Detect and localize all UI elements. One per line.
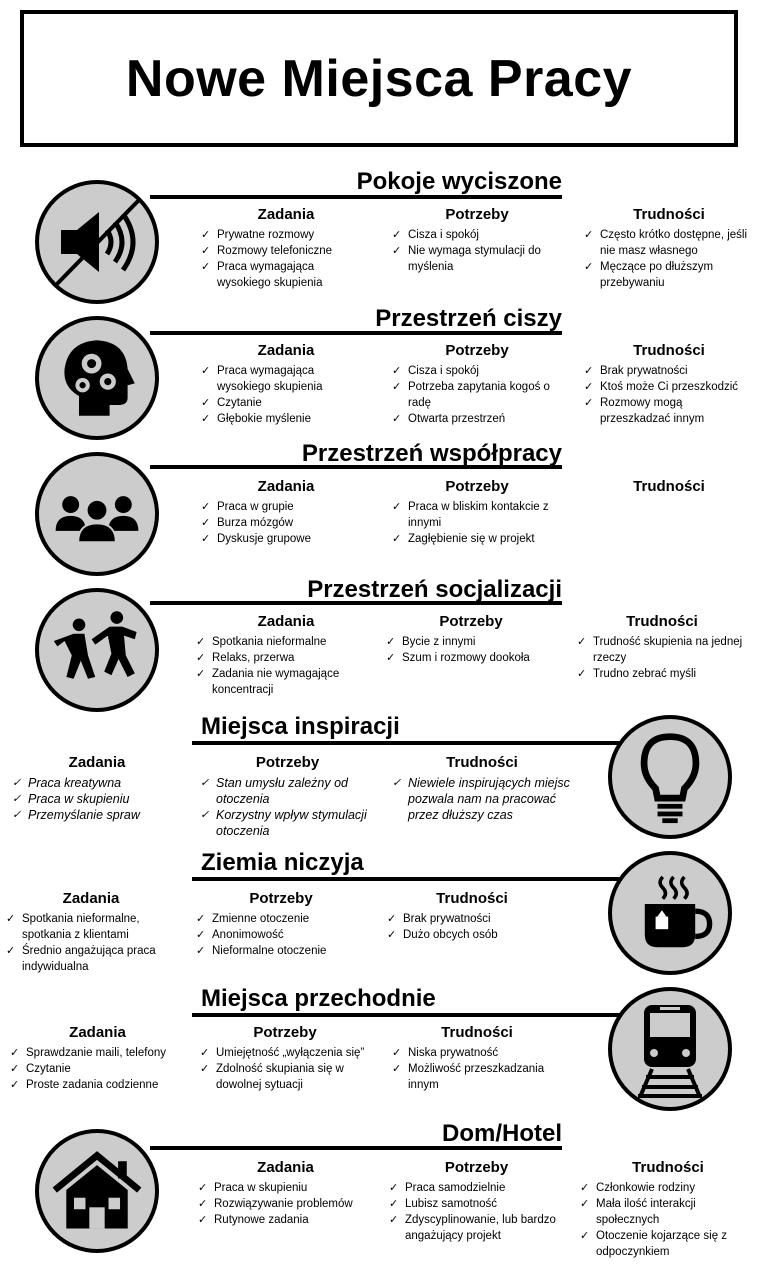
list-item: ✓ Lubisz samotność <box>389 1196 564 1212</box>
list-item: ✓ Praca w skupieniu <box>198 1180 373 1196</box>
section-icon-circle <box>35 316 159 440</box>
trudnosci-column <box>392 754 572 823</box>
zadania-column <box>196 613 376 698</box>
list-item: ✓ Trudność skupienia na jednej rzeczy <box>577 634 747 666</box>
list-item: ✓ Zdyscyplinowanie, lub bardzo angażujący projekt <box>389 1212 564 1244</box>
list-item: ✓ Mała ilość interakcji społecznych <box>580 1196 756 1228</box>
zadania-column <box>6 890 176 975</box>
list-item: ✓ Bycie z innymi <box>386 634 556 650</box>
trudnosci-heading: Trudności <box>633 206 705 223</box>
title-box <box>20 10 738 147</box>
list-item: ✓ Rozwiązywanie problemów <box>198 1196 373 1212</box>
section-title: Pokoje wyciszone <box>356 168 562 195</box>
list-item: ✓ Otoczenie kojarzące się z odpoczynkiem <box>580 1228 756 1260</box>
potrzeby-column <box>200 1024 370 1093</box>
list-item: ✓ Czytanie <box>201 395 371 411</box>
zadania-heading: Zadania <box>257 342 315 359</box>
trudnosci-heading: Trudności <box>633 342 705 359</box>
section-icon-circle <box>35 452 159 576</box>
list-item: ✓ Ktoś może Ci przeszkodzić <box>584 379 754 395</box>
potrzeby-column <box>386 613 556 666</box>
zadania-column <box>201 206 371 291</box>
list-item: ✓ Szum i rozmowy dookoła <box>386 650 556 666</box>
trudnosci-column <box>387 890 557 943</box>
zadania-column <box>10 1024 185 1093</box>
list-item: ✓ Spotkania nieformalne, spotkania z klientami <box>6 911 176 943</box>
section-rule <box>192 741 622 745</box>
potrzeby-column <box>389 1159 564 1244</box>
section-icon-circle <box>608 851 732 975</box>
trudnosci-heading: Trudności <box>446 754 518 771</box>
list-item: ✓ Praca w skupieniu <box>12 791 182 807</box>
potrzeby-column <box>200 754 375 839</box>
section-icon-circle <box>608 987 732 1111</box>
trudnosci-heading: Trudności <box>632 1159 704 1176</box>
page-title: Nowe Miejsca Pracy <box>125 49 633 108</box>
list-item: ✓ Zmienne otoczenie <box>196 911 366 927</box>
trudnosci-heading: Trudności <box>626 613 698 630</box>
section-rule <box>192 1013 622 1017</box>
section-icon-circle <box>35 1129 159 1253</box>
section-icon-circle <box>608 715 732 839</box>
potrzeby-column <box>392 478 562 547</box>
potrzeby-column <box>392 206 562 275</box>
zadania-column <box>12 754 182 823</box>
list-item: ✓ Przemyślanie spraw <box>12 807 182 823</box>
list-item: ✓ Cisza i spokój <box>392 227 562 243</box>
potrzeby-column <box>196 890 366 959</box>
zadania-heading: Zadania <box>257 206 315 223</box>
trudnosci-column <box>580 1159 756 1260</box>
potrzeby-heading: Potrzeby <box>445 206 509 223</box>
section-title: Przestrzeń ciszy <box>375 305 562 332</box>
list-item: ✓ Czytanie <box>10 1061 185 1077</box>
potrzeby-heading: Potrzeby <box>249 890 313 907</box>
list-item: ✓ Niska prywatność <box>392 1045 562 1061</box>
trudnosci-column <box>584 342 754 427</box>
trudnosci-column <box>392 1024 562 1093</box>
list-item: ✓ Rozmowy mogą przeszkadzać innym <box>584 395 754 427</box>
list-item: ✓ Spotkania nieformalne <box>196 634 376 650</box>
potrzeby-heading: Potrzeby <box>445 342 509 359</box>
list-item: ✓ Otwarta przestrzeń <box>392 411 562 427</box>
list-item: ✓ Umiejętność „wyłączenia się” <box>200 1045 370 1061</box>
zadania-heading: Zadania <box>62 890 120 907</box>
list-item: ✓ Burza mózgów <box>201 515 371 531</box>
list-item: ✓ Relaks, przerwa <box>196 650 376 666</box>
potrzeby-heading: Potrzeby <box>253 1024 317 1041</box>
list-item: ✓ Rutynowe zadania <box>198 1212 373 1228</box>
zadania-heading: Zadania <box>257 613 315 630</box>
list-item: ✓ Cisza i spokój <box>392 363 562 379</box>
list-item: ✓ Praca wymagająca wysokiego skupienia <box>201 259 371 291</box>
trudnosci-heading: Trudności <box>441 1024 513 1041</box>
trudnosci-column <box>577 613 747 682</box>
group-of-people-icon <box>50 474 144 554</box>
zadania-column <box>201 478 371 547</box>
trudnosci-heading: Trudności <box>633 478 705 495</box>
list-item: ✓ Brak prywatności <box>387 911 557 927</box>
zadania-heading: Zadania <box>68 754 126 771</box>
section-rule <box>192 877 622 881</box>
hot-cup-icon <box>625 868 715 958</box>
list-item: ✓ Często krótko dostępne, jeśli nie masz własnego <box>584 227 754 259</box>
potrzeby-heading: Potrzeby <box>445 478 509 495</box>
list-item: ✓ Anonimowość <box>196 927 366 943</box>
trudnosci-column <box>584 478 754 499</box>
list-item: ✓ Dyskusje grupowe <box>201 531 371 547</box>
zadania-heading: Zadania <box>257 1159 314 1176</box>
dancing-people-icon <box>50 605 144 695</box>
section-title: Dom/Hotel <box>442 1120 562 1147</box>
list-item: ✓ Potrzeba zapytania kogoś o radę <box>392 379 562 411</box>
light-bulb-icon <box>635 729 705 825</box>
section-icon-circle <box>35 588 159 712</box>
list-item: ✓ Stan umysłu zależny od otoczenia <box>200 775 375 807</box>
zadania-column <box>201 342 371 427</box>
list-item: ✓ Rozmowy telefoniczne <box>201 243 371 259</box>
list-item: ✓ Prywatne rozmowy <box>201 227 371 243</box>
section-icon-circle <box>35 180 159 304</box>
list-item: ✓ Członkowie rodziny <box>580 1180 756 1196</box>
list-item: ✓ Praca w grupie <box>201 499 371 515</box>
list-item: ✓ Praca kreatywna <box>12 775 182 791</box>
trudnosci-column <box>584 206 754 291</box>
list-item: ✓ Brak prywatności <box>584 363 754 379</box>
list-item: ✓ Nie wymaga stymulacji do myślenia <box>392 243 562 275</box>
list-item: ✓ Trudno zebrać myśli <box>577 666 747 682</box>
list-item: ✓ Nieformalne otoczenie <box>196 943 366 959</box>
section-title: Ziemia niczyja <box>201 849 364 876</box>
list-item: ✓ Sprawdzanie maili, telefony <box>10 1045 185 1061</box>
list-item: ✓ Męczące po dłuższym przebywaniu <box>584 259 754 291</box>
section-title: Miejsca inspiracji <box>201 713 400 740</box>
zadania-heading: Zadania <box>69 1024 126 1041</box>
train-icon <box>630 999 710 1099</box>
zadania-heading: Zadania <box>257 478 315 495</box>
list-item: ✓ Praca wymagająca wysokiego skupienia <box>201 363 371 395</box>
list-item: ✓ Dużo obcych osób <box>387 927 557 943</box>
trudnosci-heading: Trudności <box>436 890 508 907</box>
head-gears-icon <box>52 333 142 423</box>
section-title: Przestrzeń współpracy <box>301 440 562 467</box>
potrzeby-heading: Potrzeby <box>255 754 320 771</box>
muted-speaker-icon <box>47 192 147 292</box>
list-item: ✓ Możliwość przeszkadzania innym <box>392 1061 562 1093</box>
list-item: ✓ Proste zadania codzienne <box>10 1077 185 1093</box>
list-item: ✓ Głębokie myślenie <box>201 411 371 427</box>
list-item: ✓ Zdolność skupiania się w dowolnej sytuacji <box>200 1061 370 1093</box>
list-item: ✓ Zagłębienie się w projekt <box>392 531 562 547</box>
potrzeby-column <box>392 342 562 427</box>
section-title: Miejsca przechodnie <box>201 985 436 1012</box>
list-item: ✓ Praca samodzielnie <box>389 1180 564 1196</box>
section-title: Przestrzeń socjalizacji <box>307 576 562 603</box>
list-item: ✓ Niewiele inspirujących miejsc pozwala nam na pracować przez dłuższy czas <box>392 775 572 823</box>
potrzeby-heading: Potrzeby <box>444 1159 509 1176</box>
list-item: ✓ Korzystny wpływ stymulacji otoczenia <box>200 807 375 839</box>
house-icon <box>49 1146 145 1236</box>
zadania-column <box>198 1159 373 1228</box>
potrzeby-heading: Potrzeby <box>439 613 503 630</box>
list-item: ✓ Średnio angażująca praca indywidualna <box>6 943 176 975</box>
list-item: ✓ Praca w bliskim kontakcie z innymi <box>392 499 562 531</box>
list-item: ✓ Zadania nie wymagające koncentracji <box>196 666 376 698</box>
